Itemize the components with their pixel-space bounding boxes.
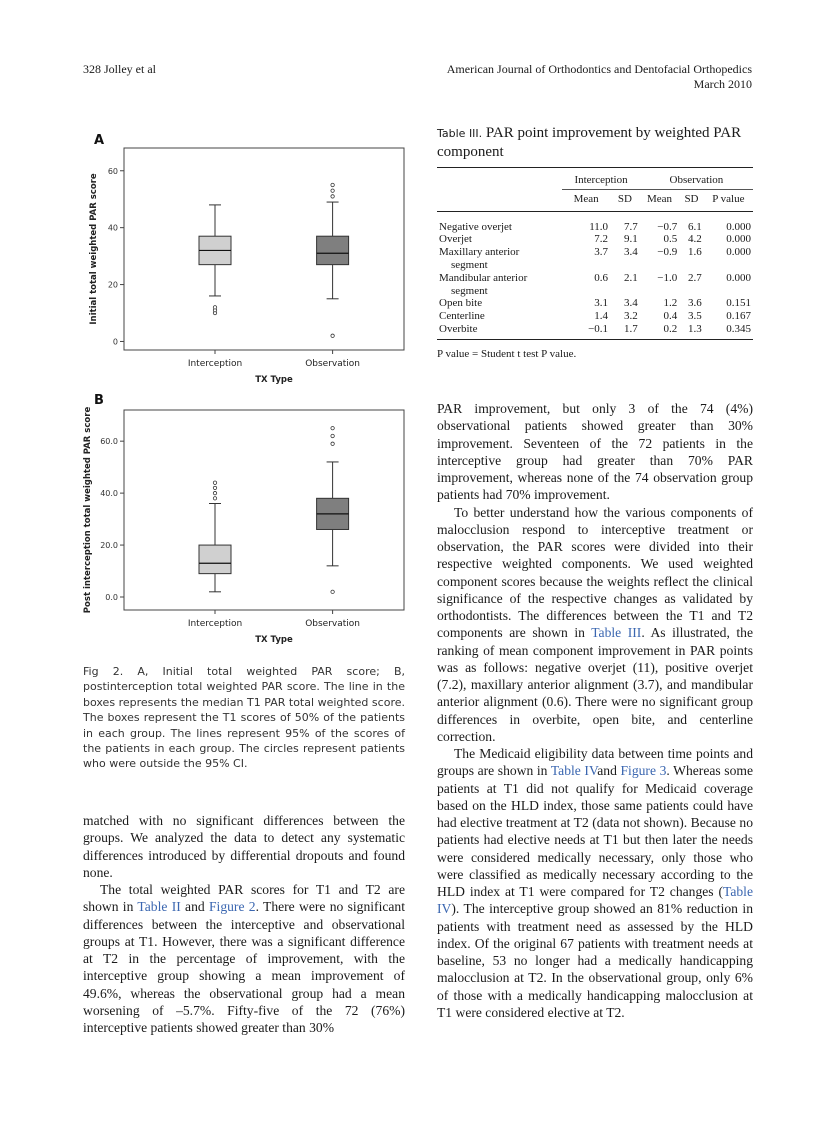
table-cell: 0.000 [726,246,751,259]
plot-frame [124,410,404,610]
y-axis-label: Post interception total weighted PAR score [83,406,93,614]
outlier-point [213,486,216,489]
issue-date: March 2010 [693,77,752,91]
row-label: Overbite [439,322,478,335]
x-axis-label: TX Type [255,375,293,385]
table-row [437,246,753,272]
table-row [437,211,753,233]
table-cell: 2.1 [624,271,638,284]
table-cell: −1.0 [657,271,678,284]
y-tick-label: 20 [107,280,118,290]
table-cell: 3.6 [687,297,702,310]
table-row [437,297,753,310]
table-cell: −0.9 [657,246,678,259]
table-label: Table III. [437,127,483,140]
y-tick-label: 0 [112,337,118,347]
table-cell: 9.1 [624,233,638,246]
outlier-point [331,195,334,198]
table-cell: 1.2 [663,297,678,310]
x-tick-label: Observation [305,619,361,629]
column-header: Mean [573,192,599,205]
table-cell: 3.4 [624,297,638,310]
table-2-link[interactable]: Table II [137,899,181,915]
body-text-left-column [83,812,405,1036]
outlier-point [331,426,334,429]
y-tick-label: 40.0 [100,489,118,499]
x-axis-label: TX Type [255,635,293,645]
figure-3-link[interactable]: Figure 3 [620,763,667,779]
table-row [437,272,753,298]
row-label: Mandibular anterior segment [439,271,528,297]
row-label: Overjet [439,233,472,246]
paragraph: matched with no significant differences between the groups. We analyzed the data to detect any systematic differences introduced by differential dropouts and found none. [83,813,405,880]
group-header-interception: Interception [562,168,640,190]
table-4-link[interactable]: Table IV [550,763,598,779]
table-cell: 2.7 [687,271,702,284]
iqr-box [317,236,349,264]
row-label: Open bite [439,297,483,310]
row-label: Maxillary anterior segment [439,246,520,271]
table-row [437,233,753,246]
plot-frame [124,148,404,350]
running-header-right [412,62,752,92]
outlier-point [331,590,334,593]
body-text-right-column [437,400,753,1021]
table-title-text: PAR point improvement by weighted PAR component [437,125,742,160]
table-cell: 1.3 [687,322,702,335]
table-cell: 0.151 [726,297,751,310]
table-cell: −0.1 [588,322,609,335]
y-tick-label: 40 [107,223,118,233]
group-header-observation: Observation [640,168,753,190]
y-tick-label: 20.0 [100,541,118,551]
outlier-point [213,481,216,484]
column-header: SD [617,192,632,205]
table-body [437,211,753,339]
column-header: Mean [646,192,673,205]
table-cell: 3.5 [687,310,702,323]
table-cell: 3.7 [594,246,609,259]
table-cell: 3.4 [624,246,638,259]
outlier-point [331,183,334,186]
paragraph: The Medicaid eligibility data between time points and groups are shown in Table IVand Figure 3. Whereas some patients at T1 did not qualify for Medicaid coverage based on the HLD index, those same patients could have had elective treatment at T2 (data not shown). Because no patients had elective needs at T1 but then later the needs were considered medically necessary, only those who were classified as medically necessary according to the HLD index at T1 were compared for T2 changes (Table IV). The interceptive group showed an 81% reduction in patients with treatment need as assessed by the HLD index. Of the original 67 patients with treatment needs at baseline, 53 no longer had a medically handicapping malocclusion at T2. In the observational group, only 6% of those with a medically handicapping malocclusion at T1 were considered elective at T2. [437,746,753,1020]
paragraph: To better understand how the various components of malocclusion respond to interceptive treatment or observation, the PAR scores were divided into their respective weighted components. We used weighted component scores because the weights reflect the clinical significance of the respective changes as validated by orthodontists. The differences between the T1 and T2 components are shown in Table III. As illustrated, the ranking of mean component improvement in PAR points was as follows: negative overjet (11), positive overjet (7.2), maxillary anterior alignment (3.7), and mandibular anterior alignment (0.6). There were no significant group differences in overbite, open bite, and centerline correction. [437,504,753,744]
table-cell: 0.2 [663,322,678,335]
table-cell: 0.4 [663,310,678,323]
panel-label: A [94,133,105,148]
table-cell: 11.0 [589,220,609,233]
figure-caption: Fig 2. A, Initial total weighted PAR score; B, postinterception total weighted PAR score. The line in the boxes represents the median T1 PAR total weighted score. The boxes represent the T1 scores of 50% of the patients in each group. The lines represent 95% of the scores of the patients in each group. The circles represent patients who were outside the 95% CI. [83,665,405,771]
outlier-point [213,306,216,309]
paragraph: The total weighted PAR scores for T1 and T2 are shown in Table II and Figure 2. There were no significant differences between the interceptive and observational groups at T1. However, there was a significant difference at T2 in the percentage of improvement, with the interceptive group showing a mean improvement of 49.6%, whereas the observational group had a mean worsening of –5.7%. Fifty-five of the 72 (76%) interceptive patients showed greater than 30% [83,882,405,1035]
outlier-point [331,189,334,192]
outlier-point [213,497,216,500]
journal-name: American Journal of Orthodontics and Dentofacial Orthopedics [446,62,752,76]
outlier-point [331,442,334,445]
table-row [437,310,753,323]
table-cell: 6.1 [687,220,702,233]
table-cell: 1.6 [687,246,702,259]
boxplot-chart-b [80,388,410,652]
table-cell: 0.6 [594,271,609,284]
panel-label: B [94,393,104,408]
y-tick-label: 0.0 [105,593,118,603]
par-component-table [437,167,753,340]
row-label: Centerline [439,310,485,323]
outlier-point [331,434,334,437]
x-tick-label: Interception [187,619,243,629]
x-tick-label: Observation [305,359,361,369]
column-header: SD [684,192,699,205]
figure-2a [80,128,410,390]
y-tick-label: 60.0 [100,437,118,447]
y-tick-label: 60 [107,166,118,176]
outlier-point [213,491,216,494]
table-cell: 1.7 [624,322,638,335]
table-cell: −0.7 [657,220,678,233]
table-cell: 4.2 [687,233,702,246]
iqr-box [199,545,231,574]
table-row [437,323,753,339]
table-cell: 7.7 [624,220,638,233]
figure-2-link[interactable]: Figure 2 [208,899,256,915]
table-cell: 0.167 [726,310,751,323]
table-cell: 0.345 [726,322,751,335]
table-3 [437,124,753,360]
table-cell: 0.000 [726,220,751,233]
running-header-left: 328 Jolley et al [83,62,156,76]
table-title [437,124,753,161]
table-cell: 0.000 [726,233,751,246]
table-3-link[interactable]: Table III [591,625,642,641]
table-cell: 3.1 [594,297,609,310]
paragraph: PAR improvement, but only 3 of the 74 (4%) observational patients showed greater than 30% improvement. Seventeen of the 72 patients in the interceptive group had greater than 70% PAR improvement, whereas none of the 74 observation group patients had 70% improvement. [437,401,753,503]
table-cell: 7.2 [594,233,609,246]
y-axis-label: Initial total weighted PAR score [89,173,99,325]
table-cell: 0.000 [726,271,751,284]
table-cell: 1.4 [594,310,609,323]
figure-2b [80,388,410,652]
boxplot-chart-a [80,128,410,390]
x-tick-label: Interception [187,359,243,369]
table-cell: 3.2 [624,310,638,323]
row-label: Negative overjet [439,220,512,233]
table-4-link[interactable]: Table IV [437,884,753,917]
table-footnote: P value = Student t test P value. [437,347,577,360]
outlier-point [331,334,334,337]
column-header: P value [712,192,745,205]
column-header-row [437,189,753,211]
table-cell: 0.5 [663,233,678,246]
